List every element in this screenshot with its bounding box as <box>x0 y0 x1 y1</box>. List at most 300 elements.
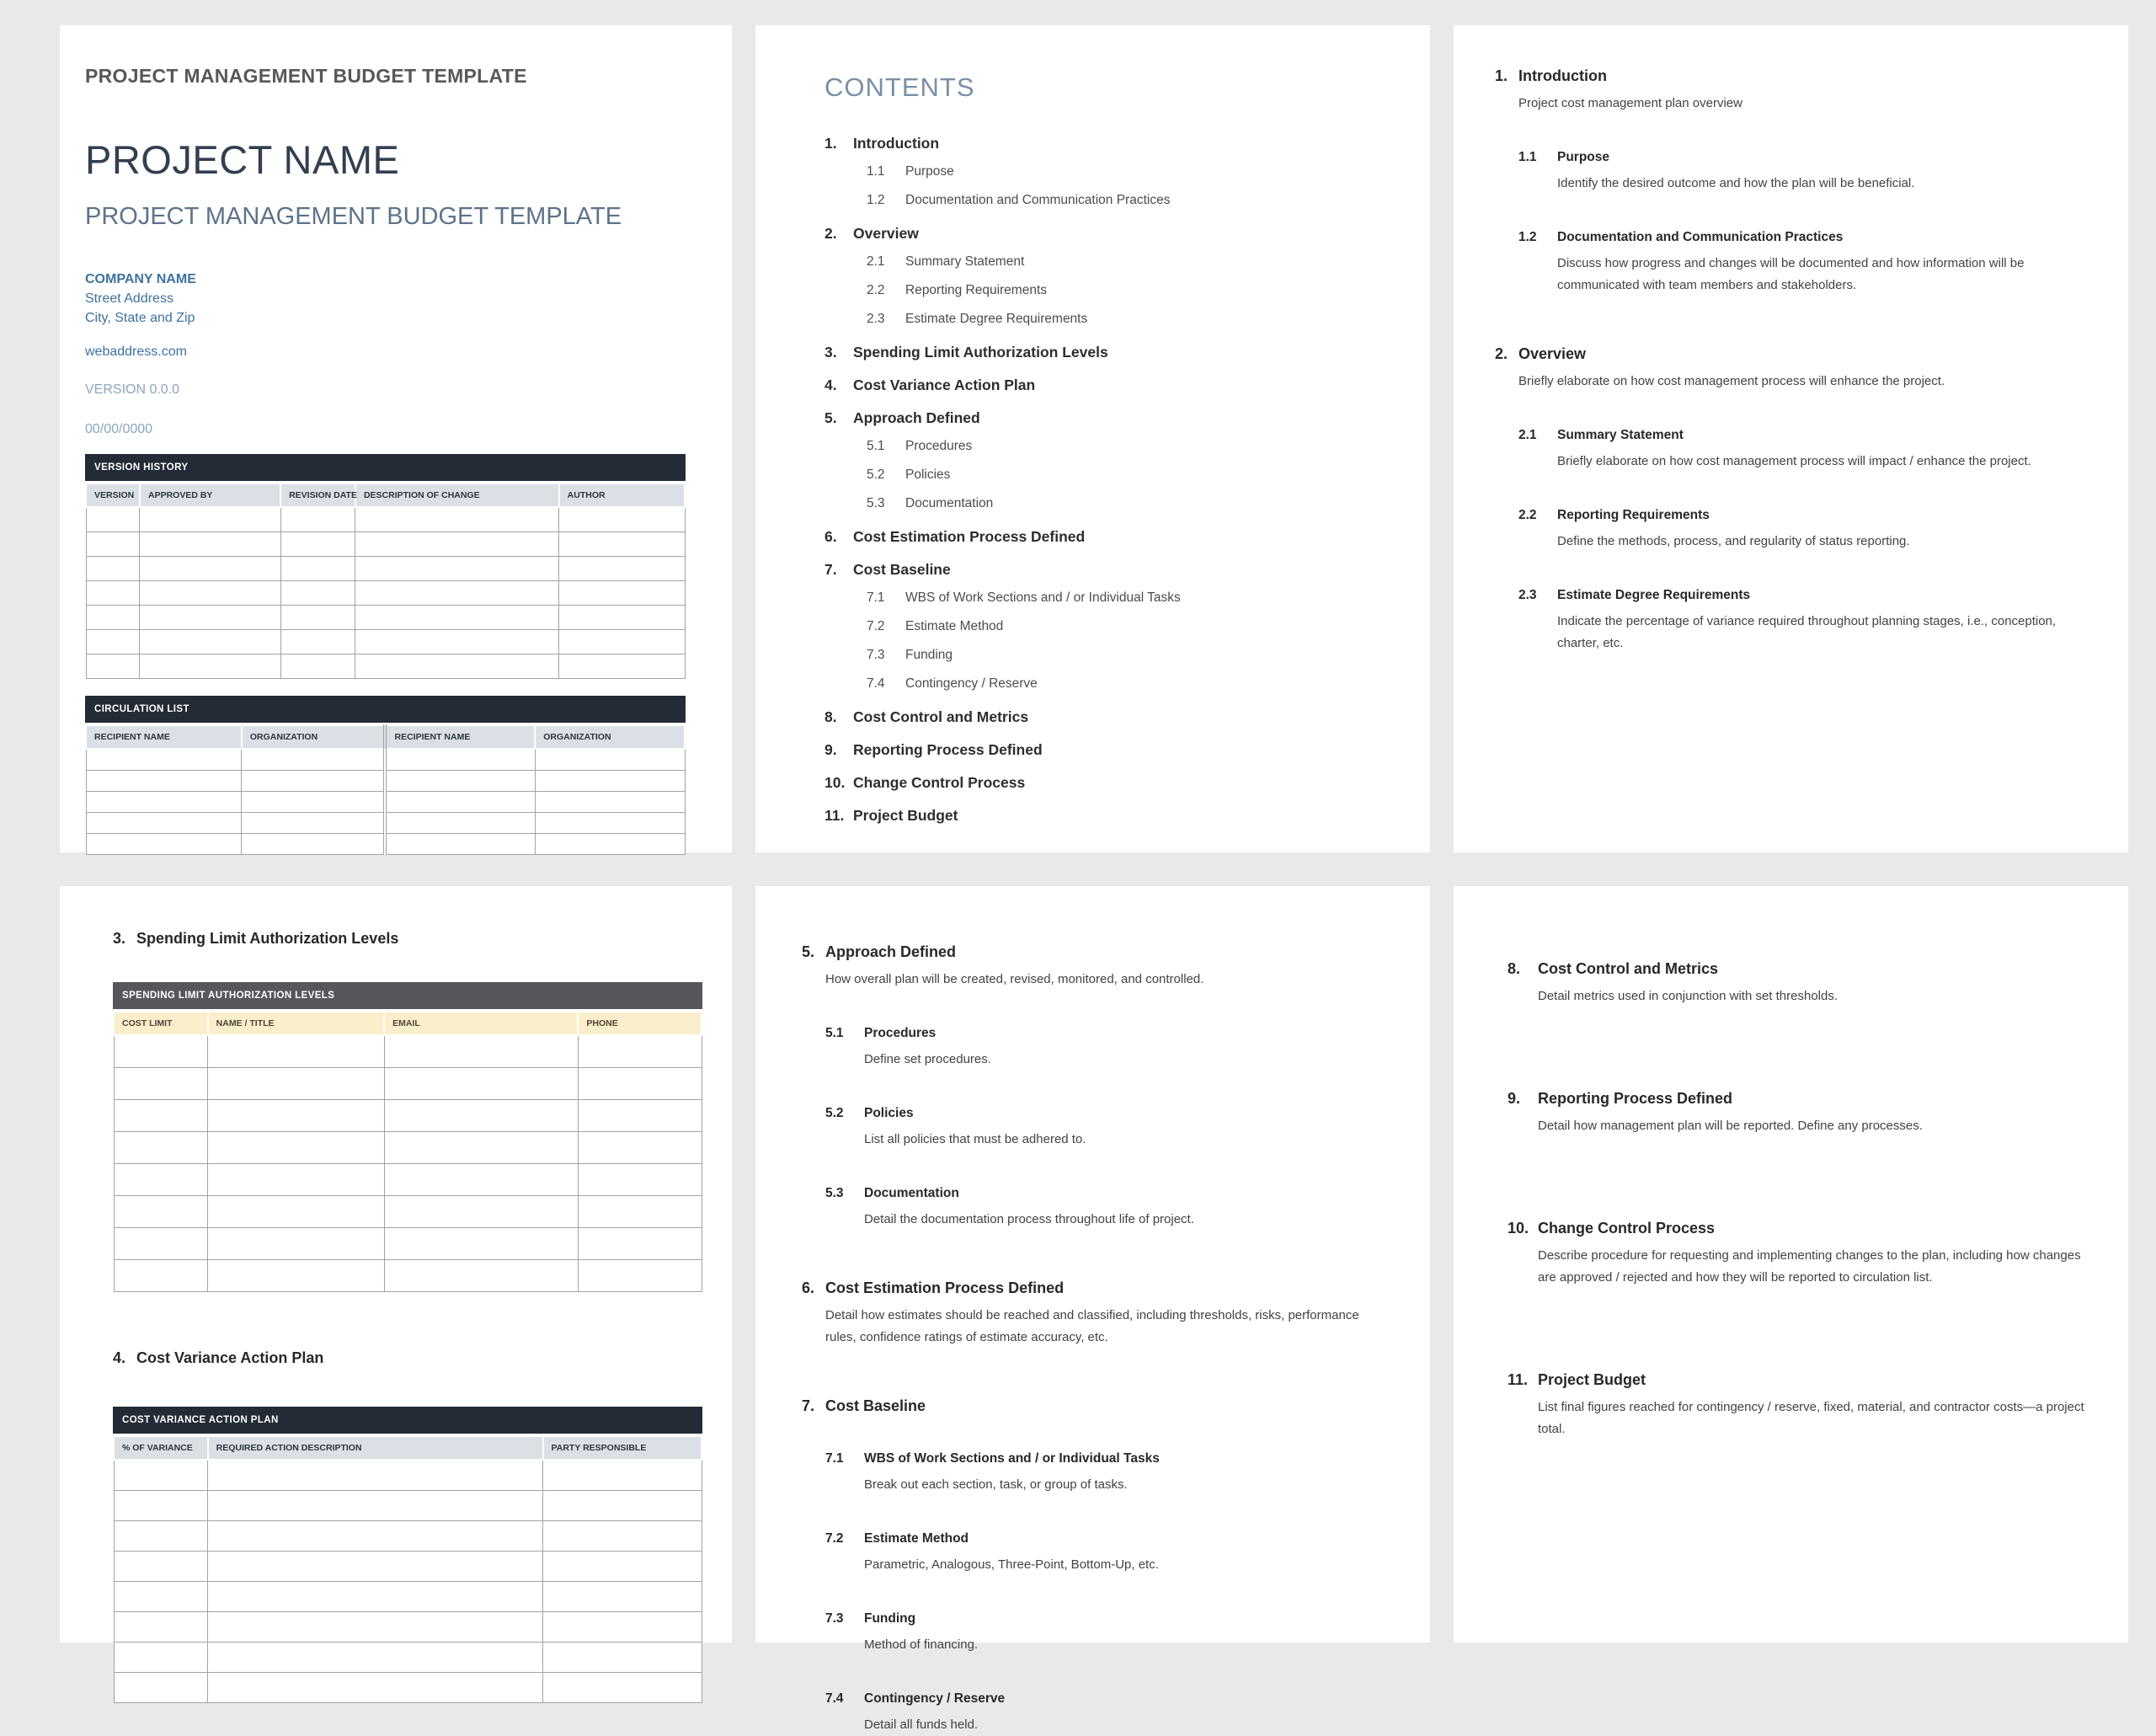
toc-item <box>867 495 1380 512</box>
subsection <box>825 1184 1384 1231</box>
table-cell-empty <box>86 792 242 813</box>
table-cell-empty <box>355 507 559 532</box>
table-column-header: RECIPIENT NAME <box>86 725 242 749</box>
subsection-body: Briefly elaborate on how cost management process will impact / enhance the project. <box>1557 454 2031 468</box>
table-cell-empty <box>242 792 386 813</box>
toc-item-number: 4. <box>825 377 837 393</box>
table-column-header: VERSION <box>86 483 140 507</box>
section <box>802 1396 1384 1736</box>
section-number: 7. <box>802 1397 815 1414</box>
table-cell-empty <box>543 1612 702 1643</box>
subsection-number: 1.2 <box>1518 230 1537 244</box>
toc-item-number: 7.4 <box>867 676 885 691</box>
toc-item-label: Cost Baseline <box>853 561 951 578</box>
toc-item-label: WBS of Work Sections and / or Individual Tasks <box>905 590 1181 605</box>
table-cell-empty <box>208 1582 543 1612</box>
toc-item-number: 2.3 <box>867 312 885 326</box>
table-column-header: PHONE <box>578 1012 702 1035</box>
toc-item <box>825 774 1380 791</box>
table-row <box>86 813 685 834</box>
section <box>1495 344 2079 654</box>
table-column-header: PARTY RESPONSIBLE <box>543 1436 702 1460</box>
section-title: Cost Variance Action Plan <box>136 1349 324 1366</box>
table-grid <box>85 724 686 855</box>
table-cell-empty <box>114 1196 208 1228</box>
table-cell-empty <box>140 557 280 581</box>
table-cell-empty <box>535 771 685 792</box>
table-column-header: % OF VARIANCE <box>114 1436 208 1460</box>
table-cell-empty <box>385 749 535 771</box>
table-cell-empty <box>86 813 242 834</box>
table-cell-empty <box>208 1196 384 1228</box>
section-heading <box>802 1278 1384 1298</box>
table-cell-empty <box>543 1491 702 1521</box>
table-column-header: AUTHOR <box>559 483 685 507</box>
table-cell-empty <box>559 606 685 630</box>
table-cell-empty <box>385 792 535 813</box>
section <box>1508 1218 2086 1289</box>
contents-heading: CONTENTS <box>825 72 975 102</box>
subsection-heading <box>825 1024 1384 1042</box>
table-cell-empty <box>578 1228 702 1260</box>
table-cell-empty <box>114 1035 208 1068</box>
table-cell-empty <box>208 1164 384 1196</box>
table-row <box>114 1521 702 1552</box>
toc-item <box>867 311 1380 328</box>
table-cell-empty <box>559 557 685 581</box>
table-cell-empty <box>535 813 685 834</box>
table-cell-empty <box>86 654 140 679</box>
subsection-body: Define set procedures. <box>864 1052 991 1066</box>
subsection-title: Procedures <box>864 1026 937 1040</box>
subsection <box>1518 426 2079 473</box>
subsection-heading <box>1518 506 2079 524</box>
table-cell-empty <box>140 606 280 630</box>
date-label: 00/00/0000 <box>85 422 153 436</box>
toc-item-label: Procedures <box>905 439 973 453</box>
subsection-number: 7.3 <box>825 1611 844 1626</box>
toc-item-label: Reporting Requirements <box>905 283 1048 297</box>
page-3-sections-1-2 <box>1454 25 2128 852</box>
table-cell-empty <box>86 581 140 606</box>
section <box>802 1278 1384 1349</box>
subsection-number: 5.1 <box>825 1026 844 1040</box>
subsection-heading <box>825 1530 1384 1547</box>
subsection-number: 7.1 <box>825 1451 844 1466</box>
table-cell-empty <box>208 1521 543 1552</box>
table-column-header: COST LIMIT <box>114 1012 208 1035</box>
table-cell-empty <box>114 1132 208 1164</box>
table-cell-empty <box>384 1228 578 1260</box>
toc-item-label: Reporting Process Defined <box>853 741 1043 758</box>
subsection <box>825 1450 1384 1496</box>
section <box>1508 1370 2086 1440</box>
table-cell-empty <box>86 749 242 771</box>
section-number: 9. <box>1508 1090 1521 1107</box>
toc-item-label: Cost Estimation Process Defined <box>853 528 1086 545</box>
table-cell-empty <box>559 581 685 606</box>
page-4-sections-3-4 <box>60 886 732 1643</box>
toc-item-label: Spending Limit Authorization Levels <box>853 344 1108 361</box>
table-cell-empty <box>242 771 386 792</box>
subsection <box>1518 506 2079 553</box>
section-heading <box>1508 959 2086 979</box>
table-cell-empty <box>280 630 355 654</box>
table-cell-empty <box>559 507 685 532</box>
table-cell-empty <box>384 1132 578 1164</box>
table-row <box>114 1068 702 1100</box>
toc-item-number: 5.3 <box>867 496 885 510</box>
subsection-title: Reporting Requirements <box>1557 508 1710 522</box>
table-cell-empty <box>208 1132 384 1164</box>
section-body: Project cost management plan overview <box>1518 96 1742 110</box>
table-cell-empty <box>543 1521 702 1552</box>
subsection-heading <box>825 1690 1384 1707</box>
subsection-title: Documentation <box>864 1186 959 1200</box>
toc-item <box>867 282 1380 299</box>
subsection-number: 2.2 <box>1518 508 1537 522</box>
toc-item-number: 2.2 <box>867 283 885 297</box>
section-number: 8. <box>1508 960 1521 977</box>
table-cell-empty <box>242 834 386 855</box>
table-cell-empty <box>280 606 355 630</box>
toc-item <box>825 344 1380 361</box>
table-cell-empty <box>86 630 140 654</box>
toc-item <box>867 254 1380 270</box>
toc-item-label: Policies <box>905 467 951 482</box>
table-cell-empty <box>114 1521 208 1552</box>
toc-item-number: 1.1 <box>867 164 885 179</box>
section-number: 10. <box>1508 1220 1529 1237</box>
table-cell-empty <box>86 507 140 532</box>
toc-item-number: 8. <box>825 708 837 725</box>
table-cell-empty <box>114 1228 208 1260</box>
toc-item-number: 7.3 <box>867 648 885 662</box>
subsection-heading <box>825 1610 1384 1627</box>
toc-item-number: 7. <box>825 561 837 578</box>
toc-item-number: 7.2 <box>867 619 885 633</box>
section-title: Approach Defined <box>825 943 957 960</box>
subsection <box>1518 228 2079 296</box>
table-row <box>114 1196 702 1228</box>
table-cell-empty <box>578 1100 702 1132</box>
table-column-header: DESCRIPTION OF CHANGE <box>355 483 559 507</box>
table-row <box>114 1035 702 1068</box>
subsection <box>825 1610 1384 1656</box>
toc-item-label: Overview <box>853 225 919 242</box>
table-cell-empty <box>208 1491 543 1521</box>
subsection <box>825 1530 1384 1576</box>
toc-item <box>825 807 1380 824</box>
toc-item-number: 5.2 <box>867 467 885 482</box>
table-cell-empty <box>114 1164 208 1196</box>
subsection-body: Parametric, Analogous, Three-Point, Bottom-Up, etc. <box>864 1557 1159 1572</box>
subsection-title: Policies <box>864 1106 914 1120</box>
table-cell-empty <box>280 557 355 581</box>
table-cell-empty <box>208 1035 384 1068</box>
table-cell-empty <box>535 749 685 771</box>
toc-item-number: 1.2 <box>867 193 885 207</box>
section-title: Cost Control and Metrics <box>1538 960 1719 977</box>
table-row <box>114 1132 702 1164</box>
table-cell-empty <box>355 630 559 654</box>
spending-limit-table <box>113 982 702 1292</box>
page-kicker: PROJECT MANAGEMENT BUDGET TEMPLATE <box>85 65 527 87</box>
table-title-bar: COST VARIANCE ACTION PLAN <box>113 1407 702 1434</box>
table-cell-empty <box>86 834 242 855</box>
table-cell-empty <box>242 749 386 771</box>
version-label: VERSION 0.0.0 <box>85 382 180 397</box>
table-cell-empty <box>578 1035 702 1068</box>
subsection-body: Define the methods, process, and regularity of status reporting. <box>1557 534 1910 548</box>
table-column-header: NAME / TITLE <box>208 1012 384 1035</box>
table-column-header: RECIPIENT NAME <box>385 725 535 749</box>
section-heading <box>1508 1088 2086 1108</box>
version-history-table <box>85 454 686 679</box>
table-cell-empty <box>578 1260 702 1292</box>
toc-item-label: Documentation and Communication Practices <box>905 193 1171 207</box>
table-cell-empty <box>208 1643 543 1673</box>
table-column-header: APPROVED BY <box>140 483 280 507</box>
table-row <box>114 1100 702 1132</box>
toc-item-number: 7.1 <box>867 590 885 605</box>
table-cell-empty <box>208 1673 543 1703</box>
subsection-heading <box>825 1184 1384 1202</box>
table-cell-empty <box>578 1132 702 1164</box>
toc-item-label: Funding <box>905 648 953 662</box>
table-row <box>86 532 685 557</box>
toc-item-number: 2.1 <box>867 254 885 269</box>
table-row <box>86 654 685 679</box>
table-row <box>86 630 685 654</box>
table-cell-empty <box>114 1068 208 1100</box>
toc-item-number: 5.1 <box>867 439 885 453</box>
section-body: Describe procedure for requesting and implementing changes to the plan, including how changes are approved / rejected and how they will be reported to circulation list. <box>1538 1248 2081 1285</box>
subsection-body: Break out each section, task, or group of tasks. <box>864 1477 1128 1492</box>
toc-item-label: Estimate Method <box>905 619 1004 633</box>
table-cell-empty <box>114 1100 208 1132</box>
table-cell-empty <box>114 1582 208 1612</box>
table-cell-empty <box>208 1552 543 1582</box>
table-row <box>86 507 685 532</box>
table-cell-empty <box>86 606 140 630</box>
toc-item <box>867 590 1380 606</box>
section-title: Overview <box>1518 345 1587 362</box>
table-cell-empty <box>114 1260 208 1292</box>
project-name-title: PROJECT NAME <box>85 137 400 182</box>
company-block <box>85 270 686 328</box>
table-cell-empty <box>384 1260 578 1292</box>
section-body: Detail how management plan will be reported. Define any processes. <box>1538 1119 1923 1133</box>
toc-item <box>867 676 1380 692</box>
table-cell-empty <box>114 1643 208 1673</box>
section <box>1508 1088 2086 1137</box>
table-row <box>86 834 685 855</box>
section-heading <box>1495 344 2079 364</box>
toc-item <box>825 377 1380 393</box>
subsection <box>825 1104 1384 1151</box>
section-body: List final figures reached for contingency / reserve, fixed, material, and contractor costs—a project total. <box>1538 1400 2084 1436</box>
subsection-number: 5.2 <box>825 1106 844 1120</box>
section-title: Spending Limit Authorization Levels <box>136 930 399 947</box>
table-cell-empty <box>140 581 280 606</box>
subsection-title: Purpose <box>1557 150 1610 164</box>
table-cell-empty <box>535 834 685 855</box>
toc-item <box>825 409 1380 426</box>
table-cell-empty <box>208 1460 543 1491</box>
subsection-title: Funding <box>864 1611 916 1626</box>
table-cell-empty <box>280 654 355 679</box>
section-heading <box>113 1348 702 1368</box>
section-body: Detail how estimates should be reached and classified, including thresholds, risks, performance rules, confidence ratings of estimate accuracy, etc. <box>825 1308 1359 1344</box>
table-cell-empty <box>559 630 685 654</box>
table-row <box>86 771 685 792</box>
table-cell-empty <box>384 1100 578 1132</box>
section-list <box>1508 959 2086 1440</box>
subsection-title: Documentation and Communication Practices <box>1557 230 1844 244</box>
table-cell-empty <box>384 1068 578 1100</box>
toc-item-label: Approach Defined <box>853 409 980 426</box>
section-list <box>802 942 1384 1736</box>
company-city: City, State and Zip <box>85 311 195 325</box>
table-cell-empty <box>385 813 535 834</box>
toc-item <box>867 647 1380 664</box>
table-cell-empty <box>578 1068 702 1100</box>
subsection <box>1518 586 2079 654</box>
table-cell-empty <box>355 557 559 581</box>
section-title: Change Control Process <box>1538 1220 1716 1237</box>
cost-variance-table <box>113 1407 702 1703</box>
company-street: Street Address <box>85 291 173 306</box>
page-2-contents <box>755 25 1430 852</box>
table-cell-empty <box>384 1035 578 1068</box>
section-body: Briefly elaborate on how cost management process will enhance the project. <box>1518 374 1945 388</box>
table-cell-empty <box>208 1100 384 1132</box>
toc-item <box>825 135 1380 152</box>
toc-item <box>867 192 1380 209</box>
table-row <box>114 1552 702 1582</box>
table-cell-empty <box>559 532 685 557</box>
table-cell-empty <box>140 507 280 532</box>
toc-item-number: 9. <box>825 741 837 758</box>
table-row <box>114 1643 702 1673</box>
table-cell-empty <box>86 532 140 557</box>
table-cell-empty <box>114 1460 208 1491</box>
subsection <box>1518 148 2079 195</box>
table-cell-empty <box>114 1673 208 1703</box>
subsection-heading <box>1518 426 2079 444</box>
table-grid <box>113 1011 702 1292</box>
section-title: Project Budget <box>1538 1371 1646 1388</box>
table-cell-empty <box>86 771 242 792</box>
table-cell-empty <box>384 1196 578 1228</box>
table-cell-empty <box>578 1196 702 1228</box>
toc-item-label: Summary Statement <box>905 254 1025 269</box>
table-cell-empty <box>559 654 685 679</box>
table-cell-empty <box>578 1164 702 1196</box>
table-cell-empty <box>385 834 535 855</box>
table-row <box>86 792 685 813</box>
toc-item <box>825 225 1380 242</box>
subsection-body: Identify the desired outcome and how the plan will be beneficial. <box>1557 176 1915 190</box>
table-cell-empty <box>140 630 280 654</box>
table-cell-empty <box>543 1673 702 1703</box>
table-column-header: ORGANIZATION <box>535 725 685 749</box>
subsection-body: Detail the documentation process throughout life of project. <box>864 1212 1194 1226</box>
table-row <box>114 1460 702 1491</box>
section-number: 5. <box>802 943 815 960</box>
toc-item <box>825 528 1380 545</box>
toc-item-label: Cost Control and Metrics <box>853 708 1029 725</box>
table-row <box>114 1582 702 1612</box>
subsection-body: List all policies that must be adhered to. <box>864 1132 1086 1146</box>
toc-item-label: Introduction <box>853 135 940 152</box>
table-row <box>114 1673 702 1703</box>
table-cell-empty <box>280 581 355 606</box>
page-5-sections-5-7 <box>755 886 1430 1732</box>
subsection-heading <box>825 1104 1384 1122</box>
subsection-number: 7.2 <box>825 1531 844 1546</box>
table-cell-empty <box>114 1552 208 1582</box>
section <box>1495 66 2079 296</box>
table-grid <box>85 483 686 679</box>
table-cell-empty <box>543 1460 702 1491</box>
toc-item-number: 10. <box>825 774 846 791</box>
section-number: 2. <box>1495 345 1508 362</box>
subsection-number: 2.3 <box>1518 588 1537 602</box>
table-cell-empty <box>208 1612 543 1643</box>
toc-item-label: Change Control Process <box>853 774 1026 791</box>
section-number: 11. <box>1508 1371 1529 1388</box>
toc-item-number: 3. <box>825 344 837 361</box>
subsection-title: Estimate Method <box>864 1531 969 1546</box>
section-heading <box>802 1396 1384 1416</box>
section-number: 1. <box>1495 67 1508 84</box>
table-cell-empty <box>242 813 386 834</box>
toc-item-label: Documentation <box>905 496 994 510</box>
section-heading <box>1508 1370 2086 1390</box>
toc-item-label: Purpose <box>905 164 954 179</box>
subsection-body: Discuss how progress and changes will be documented and how information will be communicated with team members and stakeholders. <box>1557 256 2025 292</box>
section <box>802 942 1384 1231</box>
page-6-sections-8-11 <box>1454 886 2128 1643</box>
page-1-cover <box>60 25 732 852</box>
table-row <box>114 1164 702 1196</box>
toc-item-number: 11. <box>825 807 845 824</box>
subsection-number: 5.3 <box>825 1186 844 1200</box>
table-cell-empty <box>208 1228 384 1260</box>
subsection-title: Summary Statement <box>1557 428 1684 442</box>
subsection-heading <box>1518 228 2079 246</box>
toc-item-number: 5. <box>825 409 837 426</box>
table-row <box>86 581 685 606</box>
table-cell-empty <box>280 507 355 532</box>
section-title: Reporting Process Defined <box>1538 1090 1733 1107</box>
toc-item-label: Project Budget <box>853 807 958 824</box>
table-row <box>86 606 685 630</box>
table-cell-empty <box>140 532 280 557</box>
table-cell-empty <box>355 532 559 557</box>
subsection-heading <box>1518 148 2079 166</box>
table-row <box>114 1491 702 1521</box>
table-row <box>86 557 685 581</box>
table-column-header: REQUIRED ACTION DESCRIPTION <box>208 1436 543 1460</box>
subsection-heading <box>1518 586 2079 604</box>
subsection-title: WBS of Work Sections and / or Individual Tasks <box>864 1451 1160 1466</box>
toc-item <box>867 467 1380 483</box>
circulation-list-table <box>85 696 686 855</box>
section <box>1508 959 2086 1007</box>
